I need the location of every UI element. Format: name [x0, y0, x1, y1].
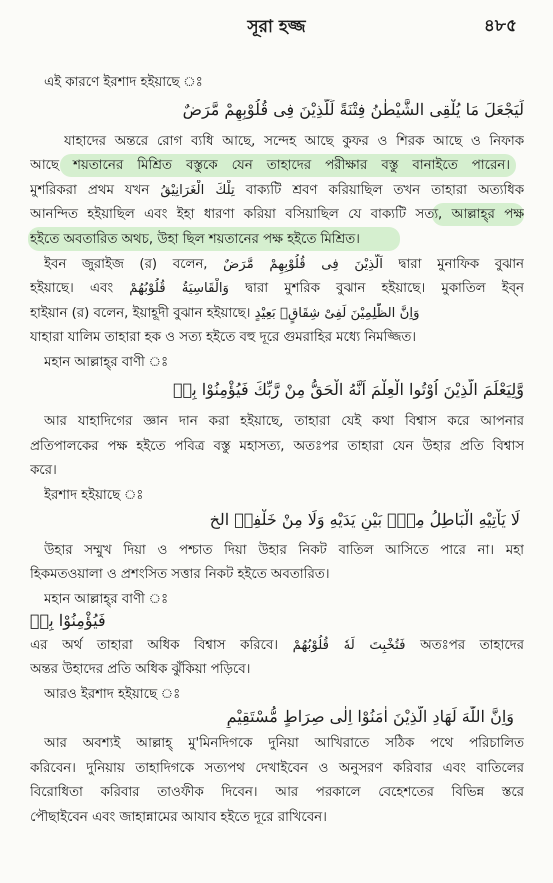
- text-line: আনন্দিত হইয়াছিল এবং ইহা ধারণা করিয়া বসিয়াছিল যে বাক্যটি সত্য, আল্লাহ্‌র পক্ষ: [30, 207, 524, 222]
- text-line: মহান আল্লাহ্‌র বাণী ঃ: [44, 592, 169, 607]
- text-line: আছে শয়তানের মিশ্রিত বস্তুকে যেন তাহাদের পরীক্ষার বস্তু বানাইতে পারেন।: [30, 158, 510, 173]
- text-line: এই কারণে ইরশাদ হইয়াছে ঃ: [44, 75, 203, 90]
- text-line: মহান আল্লাহ্‌র বাণী ঃ: [44, 355, 169, 370]
- arabic-verse: فَيُؤْمِنُوْا بِهٖ: [30, 611, 106, 630]
- page-number: ৪৮৫: [483, 16, 517, 36]
- running-header-title: সূরা হজ্জ: [247, 17, 306, 37]
- text-line: উহার সম্মুখ দিয়া ও পশ্চাত দিয়া উহার নিকট বাতিল আসিতে পারে না। মহা: [44, 543, 524, 558]
- arabic-verse: وَّلِيَعْلَمَ الَّذِيْنَ اُوْتُوا الْعِلْمَ اَنَّهُ الْحَقُّ مِنْ رَّبِّكَ فَيُؤْمِنُوْا بِهٖ: [173, 380, 524, 399]
- text-line: ইরশাদ হইয়াছে ঃ: [44, 488, 144, 503]
- text-line: আর যাহাদিগের জ্ঞান দান করা হইয়াছে, তাহারা যেই কথা বিশ্বাস করে আপনার: [44, 414, 524, 429]
- text-line: এর অর্থ তাহারা অধিক বিশ্বাস করিবে। فَتُخْبِتَ لَهٗ قُلُوْبُهُمْ অতঃপর তাহাদের: [30, 638, 524, 653]
- text-line: পৌছাইবেন এবং জাহান্নামের আযাব হইতে দূরে রাখিবেন।: [30, 810, 327, 825]
- arabic-verse: لَا يَاْتِيْهِ الْبَاطِلُ مِنْۢ بَيْنِ يَدَيْهِ وَلَا مِنْ خَلْفِهٖ الخ: [209, 510, 520, 529]
- text-line: যাহারা যালিম তাহারা হক ও সত্য হইতে বহু দূরে গুমরাহির মধ্যে নিমজ্জিত।: [30, 330, 417, 345]
- text-line: বিরোধিতা করিবার তাওফীক দিবেন। আর পরকালে বেহেশতের বিভিন্ন স্তরে: [30, 785, 524, 800]
- arabic-verse: وَاِنَّ اللّٰهَ لَهَادِ الَّذِيْنَ اٰمَنُوْا اِلٰى صِرَاطٍ مُّسْتَقِيْمٍ: [226, 707, 514, 726]
- text-line: প্রতিপালকের পক্ষ হইতে পবিত্র বস্তু মহাসত্য, অতঃপর তাহারা যেন উহার প্রতি বিশ্বাস: [30, 439, 524, 454]
- text-line: হইয়াছে। এবং وَالْقَاسِيَةُ قُلُوْبُهُمْ দ্বারা মুশরিক বুঝান হইয়াছে। মুকাতিল ইব্‌ন: [30, 281, 524, 296]
- text-line: হাইয়ান (র) বলেন, ইয়াহূদী বুঝান হইয়াছে। وَاِنَّ الظّٰلِمِيْنَ لَفِىْ شِقَاقٍۭ بَعِيْدٍ: [30, 306, 420, 321]
- text-line: ইবন জুরাইজ (র) বলেন, اَلَّذِيْنَ فِى قُلُوْبِهِمْ مَّرَضٌ দ্বারা মুনাফিক বুঝান: [44, 257, 524, 272]
- text-line: করিবেন। দুনিয়ায় তাহাদিগকে সত্যপথ দেখাইবেন ও অনুসরণ করিবার এবং বাতিলের: [30, 761, 524, 776]
- text-line: আরও ইরশাদ হইয়াছে ঃ: [44, 687, 181, 702]
- text-line: আর অবশ্যই আল্লাহ্‌ মু'মিনদিগকে দুনিয়া আখিরাতে সঠিক পথে পরিচালিত: [44, 736, 524, 751]
- arabic-verse: لِّيَجْعَلَ مَا يُلْقِى الشَّيْطٰنُ فِتْنَةً لِّلَّذِيْنَ فِى قُلُوْبِهِمْ مَّرَضٌ: [182, 100, 524, 119]
- text-line: হইতে অবতারিত অথচ, উহা ছিল শয়তানের পক্ষ হইতে মিশ্রিত।: [30, 232, 360, 247]
- text-line: যাহাদের অন্তরে রোগ ব্যধি আছে, সন্দেহ আছে কুফর ও শিরক আছে ও নিফাক: [64, 134, 524, 149]
- text-line: অন্তর উহাদের প্রতি অধিক ঝুঁকিয়া পড়িবে।: [30, 662, 251, 677]
- text-line: মুশরিকরা প্রথম যখন تِلْكَ الْغَرَانِيْقُ বাক্যটি শ্রবণ করিয়াছিল তখন তাহারা অত্যধিক: [30, 183, 524, 198]
- text-line: করে।: [30, 463, 57, 478]
- text-line: হিকমতওয়ালা ও প্রশংসিত সত্তার নিকট হইতে অবতারিত।: [30, 567, 330, 582]
